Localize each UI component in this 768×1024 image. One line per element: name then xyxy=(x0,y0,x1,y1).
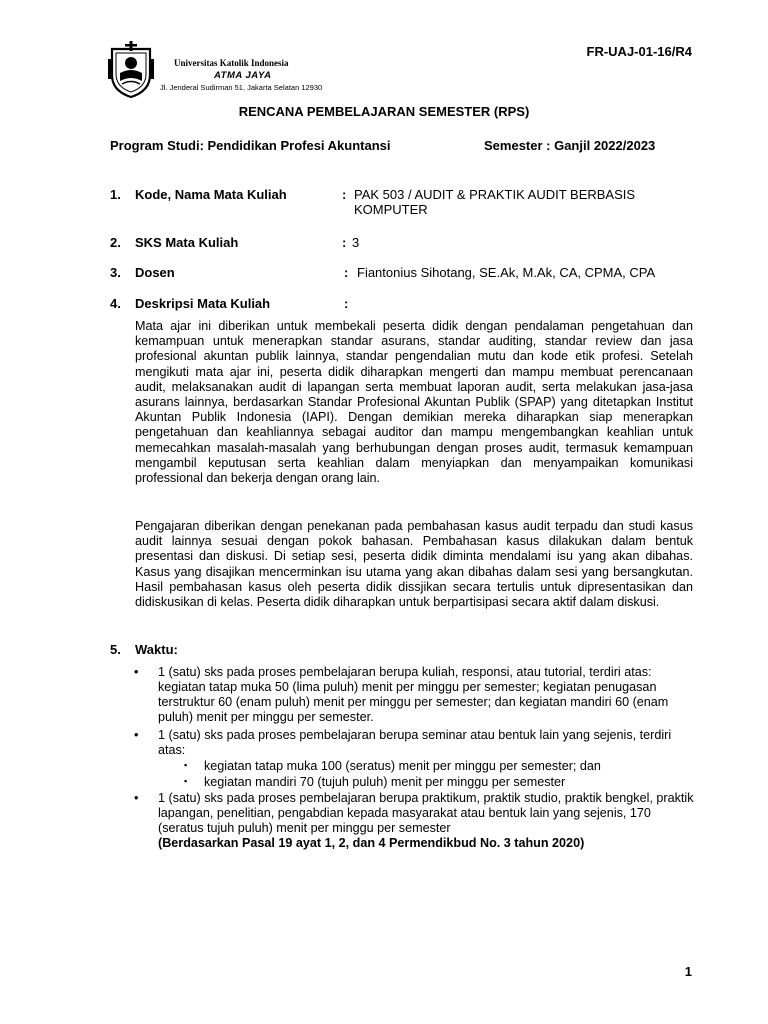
item-colon: : xyxy=(342,187,347,202)
program-studi: Program Studi: Pendidikan Profesi Akuntansi xyxy=(110,138,391,153)
item-number: 5. xyxy=(110,642,121,657)
institution-address: Jl. Jenderal Sudirman 51, Jakarta Selatan 12930 xyxy=(160,83,323,92)
bullet-text: 1 (satu) sks pada proses pembelajaran berupa kuliah, responsi, atau tutorial, terdiri atas: kegiatan tatap muka 50 (lima puluh) menit per minggu per semester; kegiatan penugasan terstruktur 60 (enam puluh) menit per minggu per semester; dan kegiatan mandiri 60 (enam puluh) menit per minggu per semester. xyxy=(158,665,669,724)
bullet-text: 1 (satu) sks pada proses pembelajaran berupa praktikum, praktik studio, praktik bengkel, praktik lapangan, penelitian, pengabdian kepada masyarakat atau bentuk lain yang sejenis, 170 (seratus tujuh puluh) menit per minggu per semester xyxy=(158,791,694,835)
semester: Semester : Ganjil 2022/2023 xyxy=(484,138,656,153)
description-paragraph-1: Mata ajar ini diberikan untuk membekali peserta didik dengan pendalaman pengetahuan dan kemampuan untuk menerapkan standar asurans, standar auditing, standar review dan jasa profesional akuntan publik lainnya, standar pengendalian mutu dan kode etik profesi. Setelah mengikuti mata ajar ini, peserta didik diharapkan mengerti dan mampu membuat perencanaan audit, melaksanakan audit di lapangan serta membuat laporan audit, serta melakukan jasa-jasa asurans lainnya, berdasarkan Standar Profesional Akuntan Publik (SPAP) yang ditetapkan Institut Akuntan Publik Indonesia (IAPI). Dengan demikian mereka diharapkan siap menerapkan pengetahuan dan keahliannya sebagai auditor dan mampu mengembangkan keahlian untuk memecahkan masalah-masalah yang berhubungan dengan proses audit, termasuk kemampuan mengambil keputusan serta keahlian dalam menyiapkan dan menyampaikan komunikasi professional dan bekerja dengan orang lain. xyxy=(135,319,693,486)
waktu-bullet-1 xyxy=(134,665,694,725)
sub-bullet-text: kegiatan tatap muka 100 (seratus) menit per minggu per semester; dan xyxy=(204,759,601,773)
regulation-note: (Berdasarkan Pasal 19 ayat 1, 2, dan 4 Permendikbud No. 3 tahun 2020) xyxy=(158,836,585,850)
item-number: 4. xyxy=(110,296,121,311)
sub-bullet-text: kegiatan mandiri 70 (tujuh puluh) menit per minggu per semester xyxy=(204,775,566,789)
item-number: 2. xyxy=(110,235,121,250)
waktu-bullet-3 xyxy=(134,791,694,836)
description-paragraph-2: Pengajaran diberikan dengan penekanan pada pembahasan kasus audit terpadu dan studi kasus audit lainnya sesuai dengan pokok bahasan. Pembahasan kasus dilakukan dalam bentuk presentasi dan diskusi. Di setiap sesi, peserta didik diminta mendalami isu yang akan dibahas. Kasus yang disajikan mencerminkan isu utama yang akan dibahas dalam sesi yang bersangkutan. Hasil pembahasan kasus oleh peserta didik dissjikan secara tertulis untuk dipresentasikan dan didiskusikan di kelas. Peserta didik diharapkan untuk berpartisipasi secara aktif dalam diskusi. xyxy=(135,519,693,610)
item-colon: : xyxy=(342,235,347,250)
square-bullet-icon: ▪ xyxy=(184,776,188,786)
waktu-sub-bullet-2 xyxy=(184,775,694,790)
bullet-icon: • xyxy=(134,665,139,679)
bullet-icon: • xyxy=(134,728,139,742)
square-bullet-icon: ▪ xyxy=(184,760,188,770)
page-number: 1 xyxy=(684,964,692,979)
item-label: Kode, Nama Mata Kuliah xyxy=(135,187,287,202)
waktu-bullet-2 xyxy=(134,728,694,758)
university-logo-icon xyxy=(106,41,156,99)
item-label: Waktu: xyxy=(135,642,178,657)
item-number: 1. xyxy=(110,187,121,202)
item-label: SKS Mata Kuliah xyxy=(135,235,239,250)
item-label: Deskripsi Mata Kuliah xyxy=(135,296,271,311)
institution-name: Universitas Katolik Indonesia xyxy=(174,58,289,68)
item-value-dosen: Fiantonius Sihotang, SE.Ak, M.Ak, CA, CPMA, CPA xyxy=(357,265,656,280)
item-value-course: PAK 503 / AUDIT & PRAKTIK AUDIT BERBASIS KOMPUTER xyxy=(354,187,636,217)
document-code: FR-UAJ-01-16/R4 xyxy=(586,44,692,59)
item-colon: : xyxy=(344,296,349,311)
institution-subname: ATMA JAYA xyxy=(214,70,272,81)
bullet-icon: • xyxy=(134,791,139,805)
page-title: RENCANA PEMBELAJARAN SEMESTER (RPS) xyxy=(238,104,530,119)
item-value-sks: 3 xyxy=(352,235,360,250)
waktu-sub-bullet-1 xyxy=(184,759,694,774)
item-label: Dosen xyxy=(135,265,175,280)
item-number: 3. xyxy=(110,265,121,280)
bullet-text: 1 (satu) sks pada proses pembelajaran berupa seminar atau bentuk lain yang sejenis, terdiri atas: xyxy=(158,728,672,757)
item-colon: : xyxy=(344,265,349,280)
